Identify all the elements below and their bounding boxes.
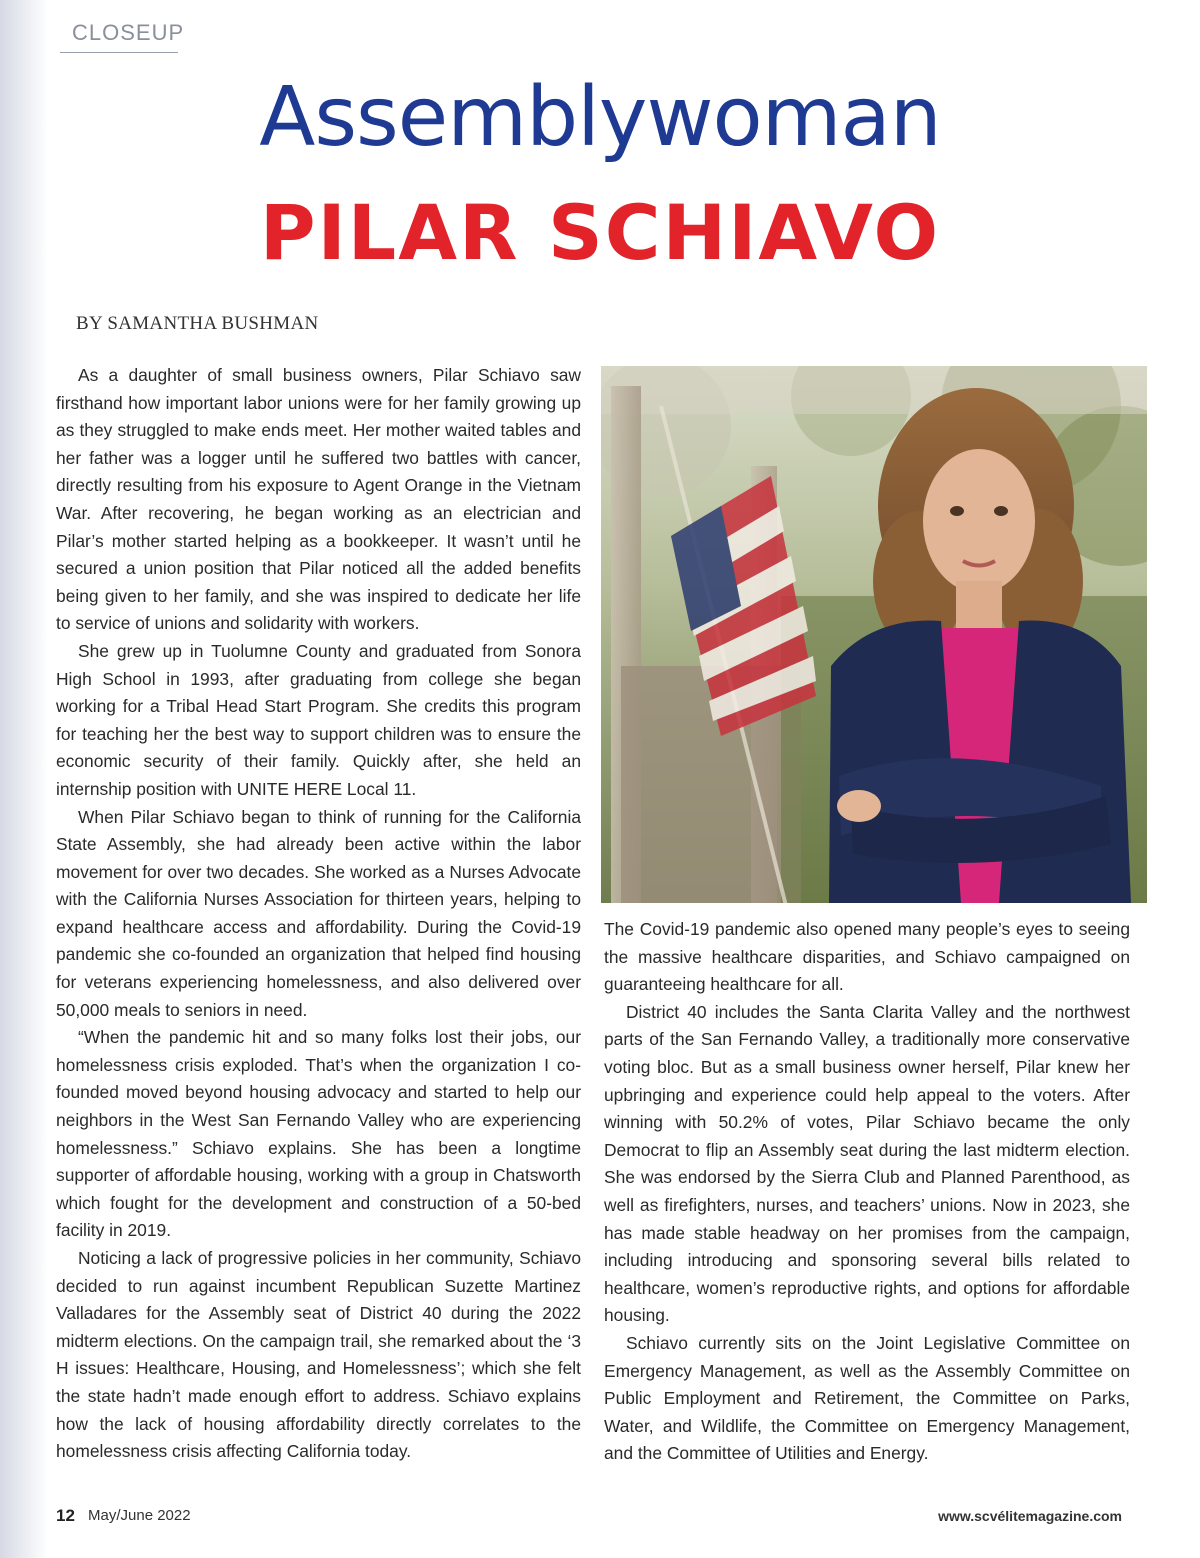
section-rule [60, 52, 178, 53]
paragraph: The Covid-19 pandemic also opened many people’s eyes to seeing the massive healthcare disparities, and Schiavo campaigned on guaranteeing healthcare for all. [604, 919, 1130, 995]
article-title-top: Assemblywoman [259, 70, 941, 165]
portrait-illustration [601, 366, 1147, 903]
paragraph: She grew up in Tuolumne County and graduated from Sonora High School in 1993, after graduating from college she began working for a Tribal Head Start Program. She credits this program for teaching her the best way to support children was to ensure the economic security of their family. Quickly after, she held an internship position with UNITE HERE Local 11. [56, 640, 581, 799]
paragraph: Schiavo currently sits on the Joint Legislative Committee on Emergency Management, as well as the Assembly Committee on Public Employment and Retirement, the Committee on Parks, Water, and Wildlife, the Committee on Emergency Management, and the Committee of Utilities and Energy. [604, 1332, 1130, 1464]
page-number: 12 [56, 1506, 75, 1525]
right-column [604, 916, 1130, 1476]
portrait-photo [601, 366, 1147, 903]
website-link[interactable]: www.scvélitemagazine.com [938, 1508, 1122, 1524]
paragraph: As a daughter of small business owners, Pilar Schiavo saw firsthand how important labor unions were for her family growing up as they struggled to make ends meet. Her mother waited tables and her father was a logger until he suffered two battles with cancer, directly resulting from his exposure to Agent Orange in the Vietnam War. After recovering, he began working as an electrician and Pilar’s mother started helping as a bookkeeper. It wasn’t until he secured a union position that Pilar noticed all the added benefits being given to her family, and she was inspired to dedicate her life to service of unions and solidarity with workers. [56, 365, 581, 634]
issue-date: May/June 2022 [88, 1507, 191, 1524]
paragraph: Noticing a lack of progressive policies in her community, Schiavo decided to run against incumbent Republican Suzette Martinez Valladares for the Assembly seat of District 40 during the 2022 midterm elections. On the campaign trail, she remarked about the ‘3 H issues: Healthcare, Housing, and Homelessness’; which she felt the state hadn’t made enough effort to address. Schiavo explains how the lack of housing affordability directly correlates to the homelessness crisis affecting California today. [56, 1248, 581, 1462]
article-title-main: PILAR SCHIAVO [259, 188, 941, 277]
paragraph: When Pilar Schiavo began to think of running for the California State Assembly, she had already been active within the labor movement for over two decades. She worked as a Nurses Advocate with the California Nurses Association for thirteen years, helping to expand healthcare access and affordability. During the Covid-19 pandemic she co-founded an organization that helped find housing for veterans experiencing homelessness, and also delivered over 50,000 meals to seniors in need. [56, 806, 581, 1020]
section-label: CLOSEUP [72, 20, 185, 45]
paragraph: “When the pandemic hit and so many folks lost their jobs, our homelessness crisis exploded. That’s when the organization I co-founded moved beyond housing advocacy and started to help our neighbors in the West San Fernando Valley who are experiencing homelessness.” Schiavo explains. She has been a longtime supporter of affordable housing, working with a group in Chatsworth which fought for the development and construction of a 50-bed facility in 2019. [56, 1027, 581, 1241]
paragraph: District 40 includes the Santa Clarita Valley and the northwest parts of the San Fernando Valley, a traditionally more conservative voting bloc. But as a small business owner herself, Pilar knew her upbringing and experience could help appeal to the voters. After winning with 50.2% of votes, Pilar Schiavo became the only Democrat to flip an Assembly seat during the last midterm election. She was endorsed by the Sierra Club and Planned Parenthood, as well as firefighters, nurses, and teachers’ unions. Now in 2023, she has made stable headway on her promises from the campaign, including introducing and sponsoring several bills related to healthcare, women’s reproductive rights, and options for affordable housing. [604, 1001, 1130, 1326]
byline: BY SAMANTHA BUSHMAN [76, 313, 319, 334]
left-column [56, 362, 581, 1472]
